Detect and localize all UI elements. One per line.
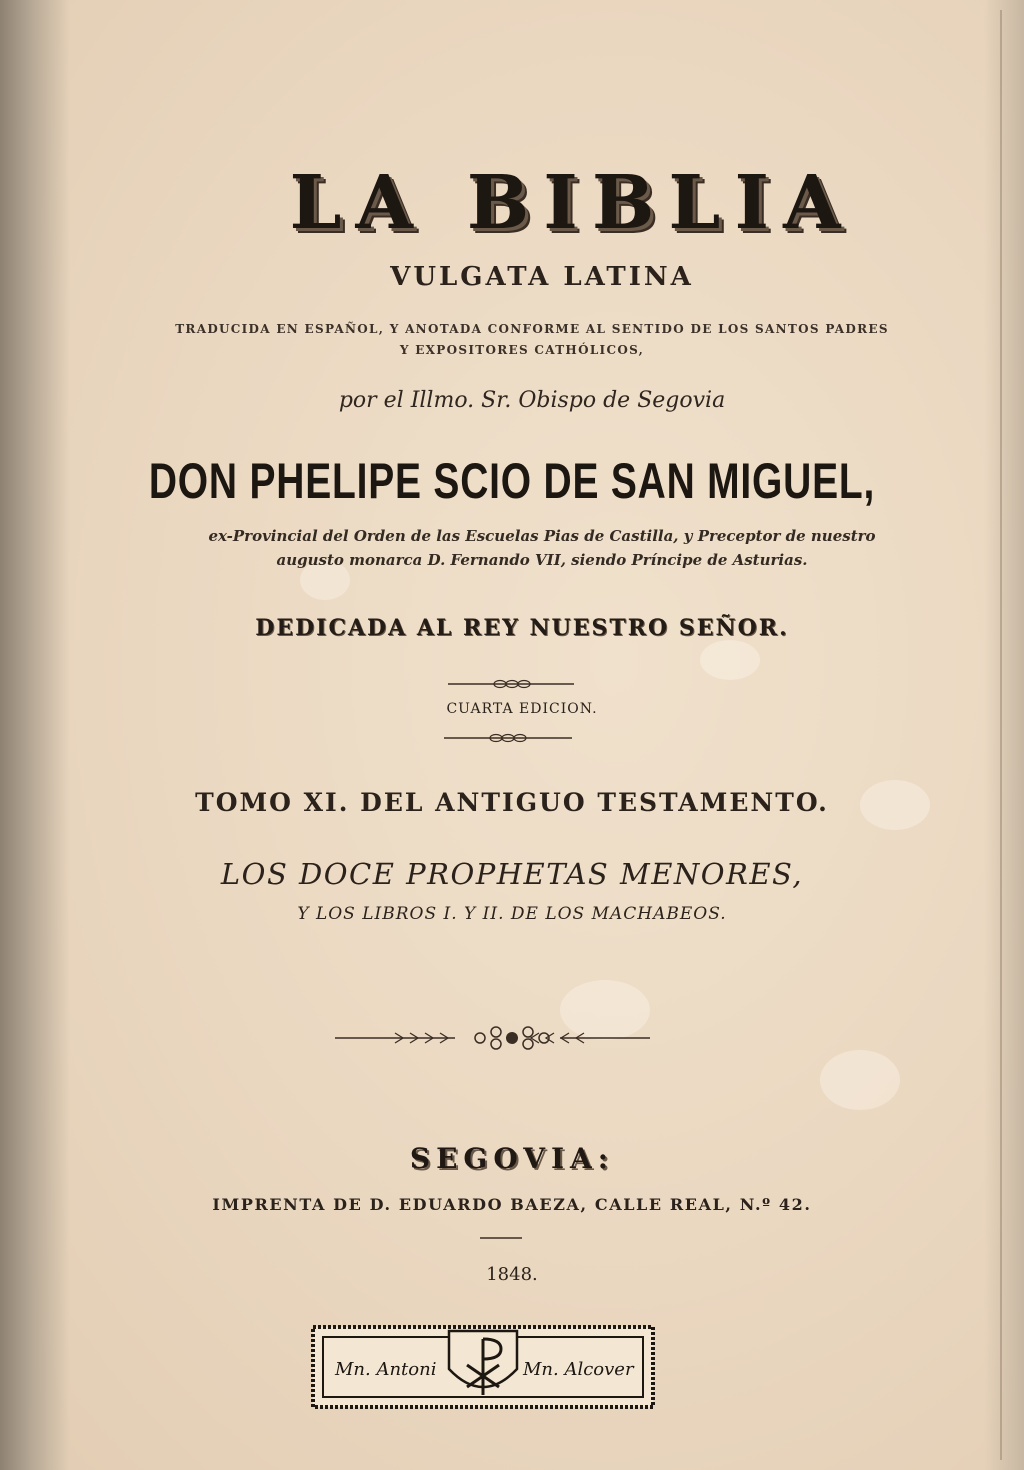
contents-line2: Y LOS LIBROS I. Y II. DE LOS MACHABEOS. — [297, 904, 727, 924]
imprint-year: 1848. — [486, 1264, 538, 1285]
stamp-name-right: Mn. Alcover — [523, 1359, 634, 1380]
ornament-divider-top — [0, 676, 1024, 692]
imprint-printer: IMPRENTA DE D. EDUARDO BAEZA, CALLE REAL, N.º 42. — [212, 1195, 812, 1214]
paper-spot — [820, 1050, 900, 1110]
book-subtitle: VULGATA LATINA — [390, 262, 694, 292]
ownership-stamp — [311, 1325, 655, 1409]
volume-title: TOMO XI. DEL ANTIGUO TESTAMENTO. — [195, 788, 829, 817]
author-name: DON PHELIPE SCIO DE SAN MIGUEL, — [148, 453, 876, 509]
short-rule — [0, 1234, 1024, 1242]
ornament-divider-bottom — [0, 730, 1024, 746]
paper-spot — [700, 640, 760, 680]
author-credentials-line1: ex-Provincial del Orden de las Escuelas Pias de Castilla, y Preceptor de nuestro — [208, 527, 876, 545]
imprint-city: SEGOVIA: — [409, 1142, 615, 1175]
contents-line1: LOS DOCE PROPHETAS MENORES, — [220, 857, 804, 891]
byline: por el Illmo. Sr. Obispo de Segovia — [338, 388, 726, 413]
ornamental-rule — [0, 1022, 1024, 1054]
translation-note-line2: Y EXPOSITORES CATHÓLICOS, — [399, 343, 645, 357]
author-credentials-line2: augusto monarca D. Fernando VII, siendo Príncipe de Asturias. — [276, 551, 808, 569]
edition: CUARTA EDICION. — [446, 701, 598, 717]
dedication: DEDICADA AL REY NUESTRO SEÑOR. — [255, 615, 789, 641]
translation-note-line1: TRADUCIDA EN ESPAÑOL, Y ANOTADA CONFORME AL SENTIDO DE LOS SANTOS PADRES — [175, 322, 889, 336]
stamp-name-left: Mn. Antoni — [335, 1359, 437, 1380]
book-title: LA BIBLIA — [289, 160, 855, 246]
